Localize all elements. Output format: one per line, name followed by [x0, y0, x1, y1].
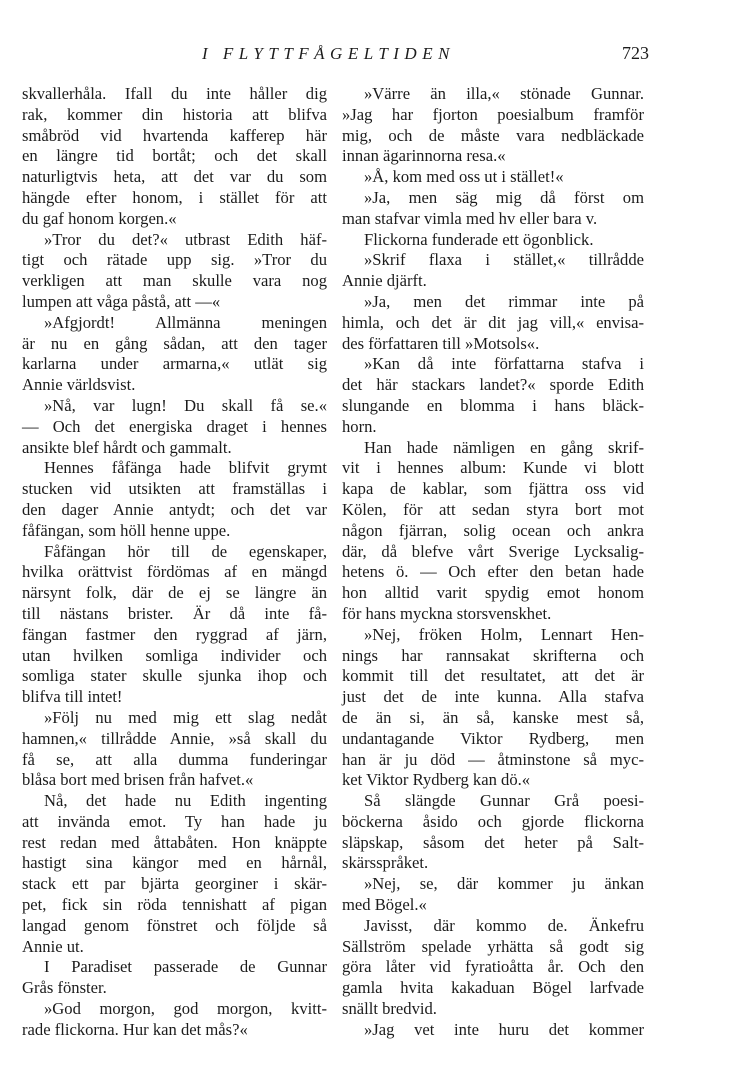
text-line: just det de inte kunna. Alla stafva [342, 687, 644, 707]
text-line: karlarna under armarna,« utlät sig [22, 354, 327, 374]
text-line: nings har rannsakat skrifterna och [342, 645, 644, 665]
text-line: han är ju död — åtminstone så myc- [342, 749, 644, 769]
text-line: småbröd vid hvartenda kafferep här [22, 125, 327, 145]
text-line: skvallerhåla. Ifall du inte håller dig [22, 84, 327, 103]
text-line: »Värre än illa,« stönade Gunnar. [364, 84, 644, 103]
text-line: gamla hvita kakaduan Bögel larfvade [342, 978, 644, 998]
text-line: Flickorna funderade ett ögonblick. [364, 229, 594, 249]
text-line: blåsa bort med brisen från hafvet.« [22, 770, 254, 790]
text-line: mig, och de måste vara nedbläckade [342, 125, 644, 145]
text-line: är nu en gång sådan, att den tager [22, 333, 327, 353]
text-line: »Skrif flaxa i stället,« tillrådde [364, 250, 644, 270]
text-line: »God morgon, god morgon, kvitt- [44, 999, 327, 1019]
text-line: Nå, det hade nu Edith ingenting [44, 791, 327, 811]
text-line: med Bögel.« [342, 895, 427, 915]
text-line: undantagande Viktor Rydberg, men [342, 728, 644, 748]
text-line: »Kan då inte författarna stafva i [364, 354, 644, 374]
text-line: där, då blefve vårt Sverige Lycksalig- [342, 541, 644, 561]
text-line: »Ja, men det rimmar inte på [364, 291, 644, 311]
text-line: få se, att alla dumma funderingar [22, 749, 327, 769]
text-line: någon fjärran, solig ocean och ankra [342, 520, 644, 540]
text-line: »Afgjordt! Allmänna meningen [44, 312, 327, 332]
text-line: slungande en blomma i hans bläck- [342, 395, 644, 415]
text-line: ket Viktor Rydberg kan dö.« [342, 770, 531, 790]
text-line: Han hade nämligen en gång skrif- [364, 437, 644, 457]
text-line: göra låter vid fyratioåtta år. Och den [342, 957, 644, 977]
text-line: till nästans brister. Är då inte få- [22, 603, 327, 623]
text-line: Sällström spelade yrhätta så godt sig [342, 936, 644, 956]
text-line: verkligen att man skulle vara nog [22, 271, 327, 291]
running-title: I FLYTTFÅGELTIDEN [202, 44, 455, 63]
text-line: »Nej, se, där kommer ju änkan [364, 874, 644, 894]
text-line: fängan fastmer den ryggrad af järn, [22, 624, 327, 644]
text-line: »Följ nu med mig ett slag nedåt [44, 707, 327, 727]
text-line: rak, kommer din historia att blifva [22, 104, 327, 124]
text-line: I Paradiset passerade de Gunnar [44, 957, 327, 977]
text-line: blifva till intet! [22, 687, 123, 707]
text-line: en längre tid bortåt; och det skall [22, 146, 327, 166]
text-line: hängde efter honom, i stället för att [22, 187, 327, 207]
text-line: vit i hennes album: Kunde vi blott [342, 458, 644, 478]
text-line: — Och det energiska draget i hennes [22, 416, 327, 436]
text-line: för hans myckna storsvenskhet. [342, 603, 552, 623]
text-line: Javisst, där kommo de. Änkefru [364, 915, 644, 935]
text-line: Annie ut. [22, 936, 84, 956]
text-line: utan hvilken somliga individer och [22, 645, 327, 665]
text-line: Annie djärft. [342, 271, 427, 291]
text-line: stack ett par bjärta georginer i skär- [22, 874, 327, 894]
text-line: pet, fick sin röda tennishatt af pigan [22, 895, 327, 915]
text-line: hvilka orättvist fördömas af en mängd [22, 562, 327, 582]
text-line: Grås fönster. [22, 978, 107, 998]
text-line: den dager Annie antydt; och det var [22, 499, 327, 519]
text-line: du gaf honom korgen.« [22, 208, 177, 228]
text-line: att invända emot. Ty han hade ju [22, 811, 327, 831]
text-line: des författaren till »Motsols«. [342, 333, 540, 353]
text-line: innan ägarinnorna resa.« [342, 146, 506, 166]
text-line: böckerna åsido och gjorde flickorna [342, 811, 644, 831]
text-line: lumpen att våga påstå, att —« [22, 291, 221, 311]
text-line: Kölen, för att sedan styra bort mot [342, 499, 644, 519]
text-line: »Tror du det?« utbrast Edith häf- [44, 229, 327, 249]
text-line: släpskap, såsom det heter på Salt- [342, 832, 644, 852]
text-line: Fåfängan hör till de egenskaper, [44, 541, 327, 561]
text-line: ansikte blef hårdt och gammalt. [22, 437, 232, 457]
text-line: »Å, kom med oss ut i stället!« [364, 167, 564, 187]
text-line: himla, och det är dit jag vill,« envisa- [342, 312, 644, 332]
text-line: kommit till det resultatet, att det är [342, 666, 644, 686]
text-line: horn. [342, 416, 377, 436]
text-line: »Ja, men säg mig då först om [364, 187, 644, 207]
text-line: Så slängde Gunnar Grå poesi- [364, 791, 644, 811]
text-line: somliga stater skulle sjunka ihop och [22, 666, 327, 686]
right-text-column [342, 84, 644, 1041]
text-line: hon alltid varit spydig emot honom [342, 583, 644, 603]
text-line: man stafvar vimla med hv eller bara v. [342, 208, 598, 228]
text-line: tigt och rätade upp sig. »Tror du [22, 250, 327, 270]
text-line: »Jag vet inte huru det kommer [364, 1019, 644, 1039]
text-line: fåfängan, som höll henne uppe. [22, 520, 231, 540]
text-line: rade flickorna. Hur kan det mås?« [22, 1019, 248, 1039]
text-line: stucken vid utsikten att framställas i [22, 479, 327, 499]
text-line: hamnen,« tillrådde Annie, »så skall du [22, 728, 327, 748]
text-line: Hennes fåfänga hade blifvit grymt [44, 458, 327, 478]
text-line: de än si, än så, kanske mest så, [342, 707, 644, 727]
page-number: 723 [622, 43, 649, 63]
text-line: naturligtvis heta, att det var du som [22, 167, 327, 187]
text-line: det här stackars landet?« sporde Edith [342, 375, 644, 395]
page-header [0, 40, 736, 70]
text-line: Annie världsvist. [22, 375, 136, 395]
text-line: hastigt sina kängor med en hårnål, [22, 853, 327, 873]
text-line: närsynt folk, där de ej se längre än [22, 583, 327, 603]
left-text-column [22, 84, 327, 1041]
text-line: kapa de kablar, som fjättra oss vid [342, 479, 644, 499]
text-line: »Nå, var lugn! Du skall få se.« [44, 395, 327, 415]
text-line: skärsspråket. [342, 853, 429, 873]
text-line: hetens ö. — Och efter den betan hade [342, 562, 644, 582]
text-line: rest redan med åttabåten. Hon knäppte [22, 832, 327, 852]
text-line: »Nej, fröken Holm, Lennart Hen- [364, 624, 644, 644]
text-line: langad genom fönstret och följde så [22, 915, 327, 935]
text-line: »Jag har fjorton poesialbum framför [342, 104, 644, 124]
text-line: snällt bredvid. [342, 999, 437, 1019]
